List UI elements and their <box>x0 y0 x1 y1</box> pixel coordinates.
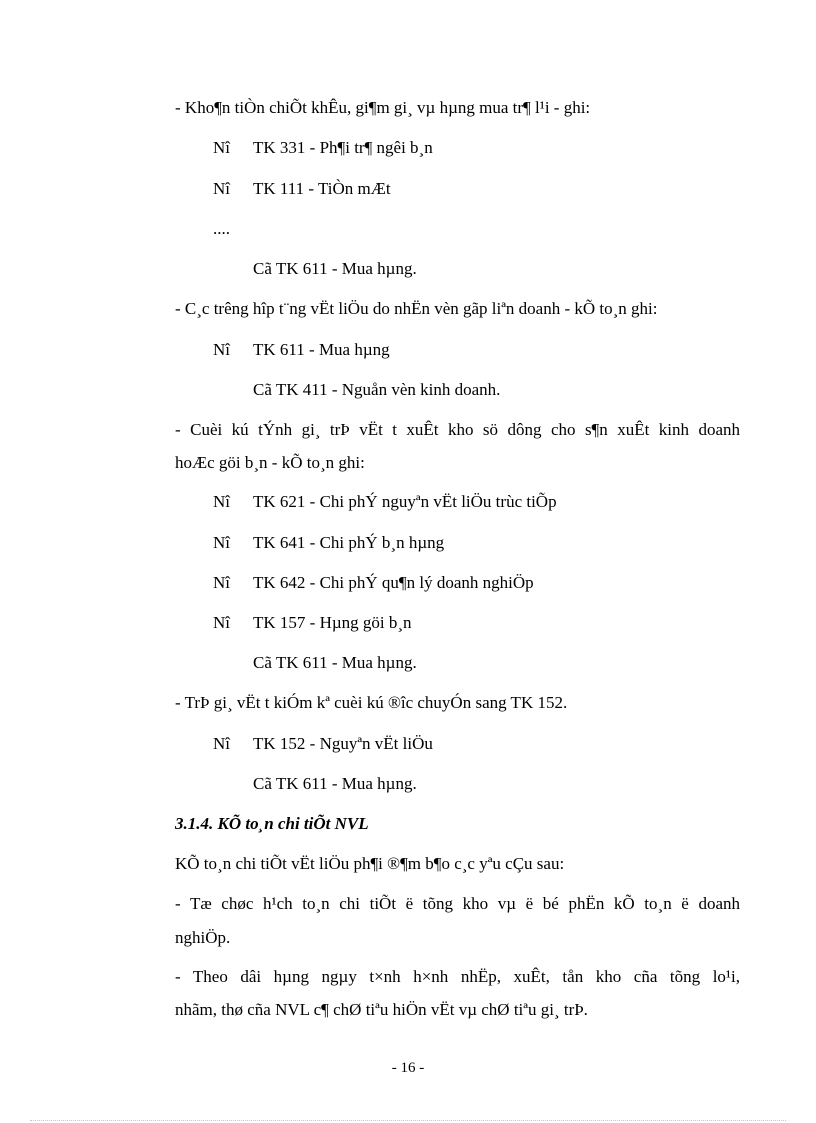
debit-label: Nî <box>213 492 230 511</box>
account-text: TK 152 - Nguyªn vËt liÖu <box>253 734 433 753</box>
debit-entry-tk642 <box>213 572 534 594</box>
account-text: TK 111 - TiÒn mÆt <box>253 179 391 198</box>
section-heading: 3.1.4. KÕ to¸n chi tiÕt NVL <box>175 814 369 833</box>
debit-entry-tk152 <box>213 733 433 755</box>
debit-label: Nî <box>213 340 230 359</box>
debit-entry-tk611 <box>213 339 390 361</box>
paragraph-capital-contribution: - C¸c trêng hîp t¨ng vËt liÖu do nhËn vèn gãp liªn doanh - kÕ to¸n ghi: <box>175 299 658 318</box>
debit-entry-tk641 <box>213 532 444 554</box>
credit-entry-tk611: Cã TK 611 - Mua hµng. <box>253 259 417 278</box>
debit-entry-tk111 <box>213 178 391 200</box>
debit-label: Nî <box>213 613 230 632</box>
paragraph-discount-entry: - Kho¶n tiÒn chiÕt khÊu, gi¶m gi¸ vµ hµng mua tr¶ l¹i - ghi: <box>175 98 591 117</box>
credit-entry-tk611-c: Cã TK 611 - Mua hµng. <box>253 774 417 793</box>
debit-entry-tk621 <box>213 491 557 513</box>
credit-entry-tk611-b: Cã TK 611 - Mua hµng. <box>253 653 417 672</box>
credit-entry-tk411: Cã TK 411 - Nguån vèn kinh doanh. <box>253 380 501 399</box>
paragraph-requirement-1-line2: nghiÖp. <box>175 928 231 947</box>
paragraph-requirement-1-line1: - Tæ chøc h¹ch to¸n chi tiÕt ë tõng kho vµ ë bé phËn kÕ to¸n ë doanh <box>175 894 740 913</box>
account-text: TK 621 - Chi phÝ nguyªn vËt liÖu trùc tiÕp <box>253 492 557 511</box>
paragraph-inventory-transfer: - TrÞ gi¸ vËt t kiÓm kª cuèi kú ®îc chuyÓn sang TK 152. <box>175 693 568 712</box>
account-text: TK 611 - Mua hµng <box>253 340 390 359</box>
ellipsis-line: .... <box>213 219 230 238</box>
debit-label: Nî <box>213 138 230 157</box>
account-text: TK 331 - Ph¶i tr¶ ngêi b¸n <box>253 138 433 157</box>
paragraph-requirements-intro: KÕ to¸n chi tiÕt vËt liÖu ph¶i ®¶m b¶o c¸c yªu cÇu sau: <box>175 854 565 873</box>
debit-label: Nî <box>213 573 230 592</box>
debit-label: Nî <box>213 179 230 198</box>
debit-label: Nî <box>213 734 230 753</box>
account-text: TK 641 - Chi phÝ b¸n hµng <box>253 533 445 552</box>
debit-entry-tk157 <box>213 612 412 634</box>
debit-label: Nî <box>213 533 230 552</box>
paragraph-period-end-line1: - Cuèi kú tÝnh gi¸ trÞ vËt t xuÊt kho sö dông cho s¶n xuÊt kinh doanh <box>175 420 740 439</box>
account-text: TK 157 - Hµng göi b¸n <box>253 613 412 632</box>
page-number: - 16 - <box>391 1060 425 1076</box>
paragraph-requirement-2-line2: nhãm, thø cña NVL c¶ chØ tiªu hiÖn vËt vµ chØ tiªu gi¸ trÞ. <box>175 1000 588 1019</box>
debit-entry-tk331 <box>213 137 433 159</box>
account-text: TK 642 - Chi phÝ qu¶n lý doanh nghiÖp <box>253 573 534 592</box>
paragraph-requirement-2-line1: - Theo dâi hµng ngµy t×nh h×nh nhËp, xuÊt, tån kho cña tõng lo¹i, <box>175 967 740 986</box>
page-bottom-divider <box>30 1120 786 1121</box>
paragraph-period-end-line2: hoÆc göi b¸n - kÕ to¸n ghi: <box>175 453 365 472</box>
